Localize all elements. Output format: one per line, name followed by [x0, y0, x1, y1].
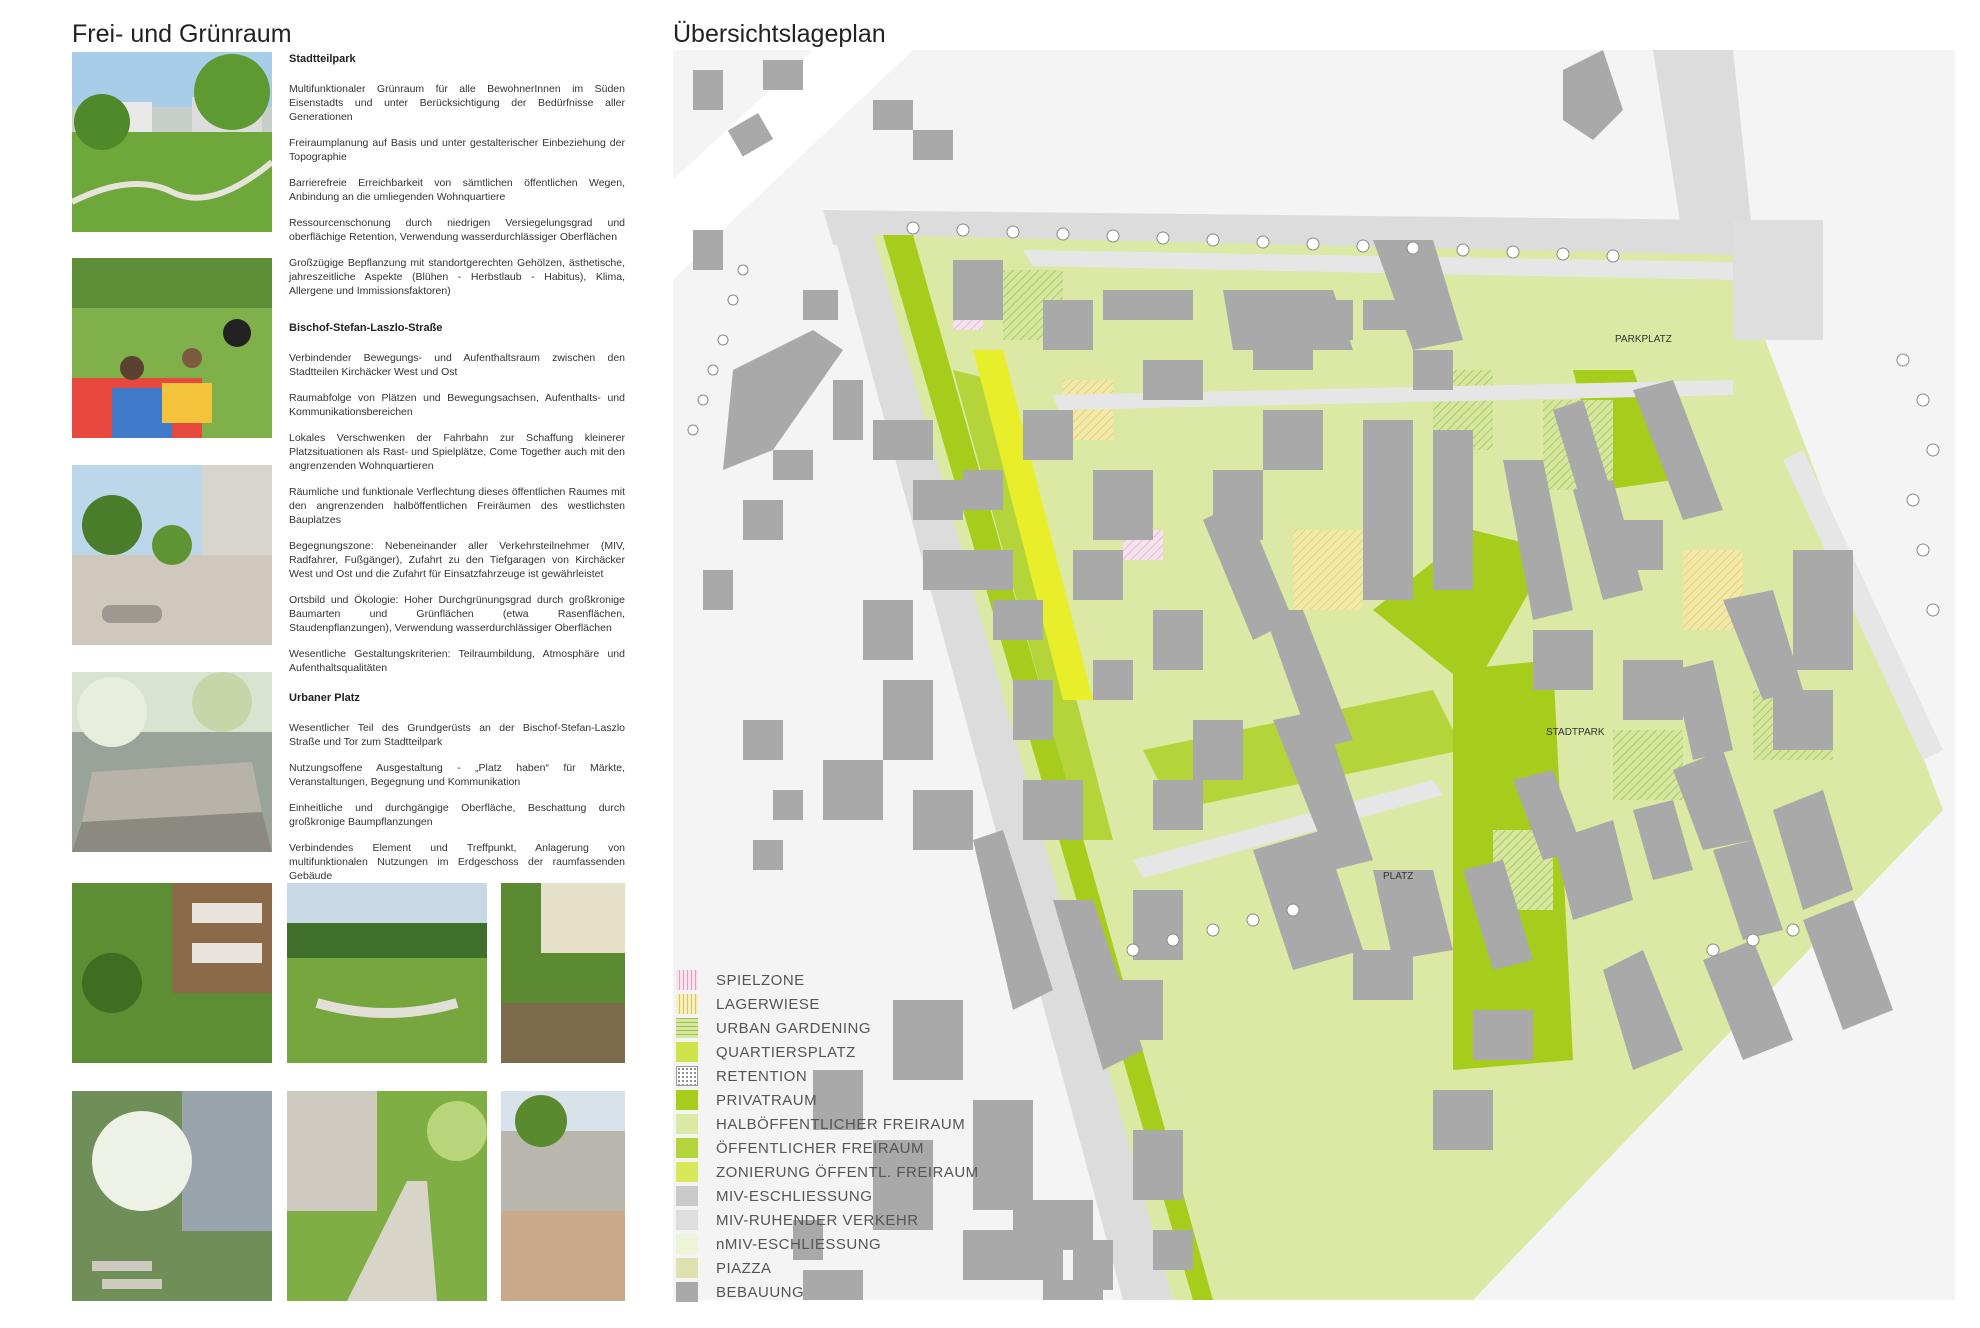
map-label-platz: PLATZ [1383, 871, 1414, 882]
section-stadtteilpark [289, 52, 625, 310]
map-label-stadtpark: STADTPARK [1546, 727, 1605, 738]
paragraph: Räumliche und funktionale Verflechtung dieses öffentlichen Raumes mit den angrenzenden halböffentlichen Freiräumen des westlichsten Bauplatzes [289, 486, 625, 526]
paragraph: Verbindendes Element und Treffpunkt, Anlagerung von multifunktionalen Nutzungen im Erdgeschoss der raumfassenden Gebäude [289, 842, 625, 882]
legend-item [676, 1064, 979, 1088]
legend-swatch [676, 1258, 698, 1278]
legend-swatch [676, 1282, 698, 1302]
legend-item [676, 1088, 979, 1112]
right-title: Übersichtslageplan [673, 20, 886, 48]
picnic-photo [72, 258, 272, 438]
legend-item [676, 1160, 979, 1184]
paragraph: Begegnungszone: Nebeneinander aller Verkehrsteilnehmer (MIV, Radfahrer, Fußgänger), Zufahrt zu den Tiefgaragen von Kirchäcker West und Ost und die Zufahrt für Einsatzfahrzeuge ist gewährleistet [289, 540, 625, 580]
left-title: Frei- und Grünraum [72, 20, 292, 48]
legend-label: QUARTIERSPLATZ [716, 1043, 856, 1061]
legend-label: SPIELZONE [716, 971, 805, 989]
legend-label: RETENTION [716, 1067, 808, 1085]
legend-label: MIV-RUHENDER VERKEHR [716, 1211, 919, 1229]
legend-label: ZONIERUNG ÖFFENTL. FREIRAUM [716, 1163, 979, 1181]
legend-label: BEBAUUNG [716, 1283, 805, 1301]
legend-item [676, 1256, 979, 1280]
paragraph: Großzügige Bepflanzung mit standortgerechten Gehölzen, ästhetische, jahreszeitliche Aspekte (Blühen - Herbstlaub - Habitus), Klima, Allergene und Immissionsfaktoren) [289, 257, 625, 297]
legend-swatch [676, 1186, 698, 1206]
legend-item [676, 1208, 979, 1232]
paragraph: Wesentlicher Teil des Grundgerüsts an der Bischof-Stefan-Laszlo Straße und Tor zum Stadtteilpark [289, 722, 625, 748]
pathway-photo [287, 1091, 487, 1301]
legend-swatch [676, 1018, 698, 1038]
paragraph: Verbindender Bewegungs- und Aufenthaltsraum zwischen den Stadtteilen Kirchäcker West und Ost [289, 352, 625, 378]
section-bischof-stefan-laszlo-strasse [289, 321, 625, 687]
park-photo [72, 52, 272, 232]
legend-swatch [676, 970, 698, 990]
paragraph: Barrierefreie Erreichbarkeit von sämtlichen öffentlichen Wegen, Anbindung an die umliegenden Wohnquartiere [289, 177, 625, 203]
paragraph: Einheitliche und durchgängige Oberfläche, Beschattung durch großkronige Baumpflanzungen [289, 802, 625, 828]
section-heading: Urbaner Platz [289, 692, 360, 704]
legend-label: PIAZZA [716, 1259, 772, 1277]
legend-swatch [676, 1162, 698, 1182]
retention-photo [287, 883, 487, 1063]
paragraph: Ressourcenschonung durch niedrigen Versiegelungsgrad und oberflächige Retention, Verwendung wasserdurchlässiger Oberflächen [289, 217, 625, 243]
garden-photo-2 [501, 883, 625, 1063]
section-heading: Bischof-Stefan-Laszlo-Straße [289, 322, 443, 334]
courtyard-photo [501, 1091, 625, 1301]
legend-swatch [676, 1042, 698, 1062]
legend-item [676, 1016, 979, 1040]
map-label-parkplatz: PARKPLATZ [1615, 334, 1672, 345]
legend-label: LAGERWIESE [716, 995, 820, 1013]
paragraph: Multifunktionaler Grünraum für alle BewohnerInnen im Süden Eisenstadts und unter Berücksichtigung der Bedürfnisse aller Generationen [289, 83, 625, 123]
plan-legend [676, 968, 979, 1304]
legend-label: PRIVATRAUM [716, 1091, 818, 1109]
legend-item [676, 1184, 979, 1208]
legend-label: HALBÖFFENTLICHER FREIRAUM [716, 1115, 966, 1133]
paragraph: Ortsbild und Ökologie: Hoher Durchgrünungsgrad durch großkronige Baumarten und Grünflächen (etwa Rasenflächen, Staudenpflanzungen), Verwendung wasserdurchlässiger Oberflächen [289, 594, 625, 634]
paragraph: Freiraumplanung auf Basis und unter gestalterischer Einbeziehung der Topographie [289, 137, 625, 163]
legend-swatch [676, 1114, 698, 1134]
legend-item [676, 968, 979, 992]
entrance-photo [72, 1091, 272, 1301]
section-heading: Stadtteilpark [289, 53, 356, 65]
street-photo [72, 465, 272, 645]
legend-item [676, 1040, 979, 1064]
paragraph: Nutzungsoffene Ausgestaltung - „Platz haben“ für Märkte, Veranstaltungen, Begegnung und Kommunikation [289, 762, 625, 788]
legend-swatch [676, 994, 698, 1014]
legend-swatch [676, 1234, 698, 1254]
legend-label: ÖFFENTLICHER FREIRAUM [716, 1139, 925, 1157]
paragraph: Raumabfolge von Plätzen und Bewegungsachsen, Aufenthalts- und Kommunikationsbereichen [289, 392, 625, 418]
paragraph: Lokales Verschwenken der Fahrbahn zur Schaffung kleinerer Platzsituationen als Rast- und Spielplätze, Come Together auch mit den angrenzenden Wohnquartieren [289, 432, 625, 472]
legend-swatch [676, 1066, 698, 1086]
legend-label: MIV-ESCHLIESSUNG [716, 1187, 873, 1205]
urban-plaza-photo [72, 672, 272, 852]
legend-item [676, 1112, 979, 1136]
legend-label: nMIV-ESCHLIESSUNG [716, 1235, 882, 1253]
legend-item [676, 992, 979, 1016]
legend-label: URBAN GARDENING [716, 1019, 872, 1037]
paragraph: Wesentliche Gestaltungskriterien: Teilraumbildung, Atmosphäre und Aufenthaltsqualitäten [289, 648, 625, 674]
section-urbaner-platz [289, 691, 625, 895]
legend-item [676, 1232, 979, 1256]
legend-item [676, 1136, 979, 1160]
legend-swatch [676, 1210, 698, 1230]
legend-swatch [676, 1090, 698, 1110]
legend-swatch [676, 1138, 698, 1158]
legend-item [676, 1280, 979, 1304]
garden-photo-1 [72, 883, 272, 1063]
